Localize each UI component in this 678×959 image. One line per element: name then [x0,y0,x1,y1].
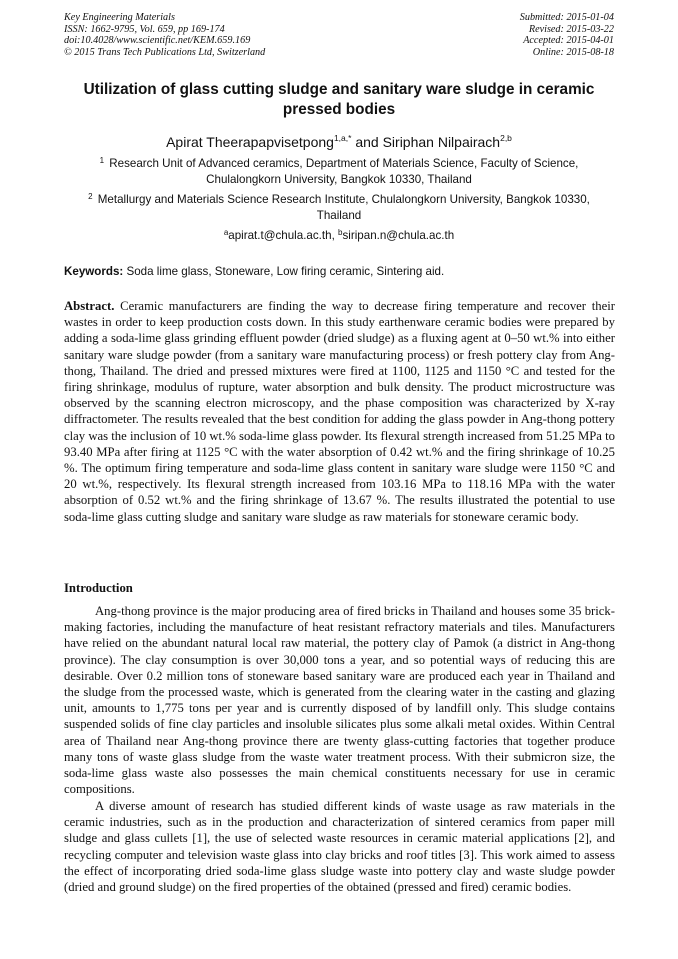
submission-dates [520,12,614,58]
keywords-label: Keywords: [64,265,124,278]
doi-line: doi:10.4028/www.scientific.net/KEM.659.169 [64,35,251,46]
keywords [64,264,624,280]
email-b: siripan.n@chula.ac.th [342,229,455,242]
abstract-label: Abstract. [64,299,115,313]
journal-name: Key Engineering Materials [64,12,175,23]
issn-line: ISSN: 1662-9795, Vol. 659, pp 169-174 [64,23,225,35]
abstract [64,298,615,525]
introduction-paragraph-2: A diverse amount of research has studied different kinds of waste usage as raw materials in the ceramic industries, such as in the production and characterization of sintered ceramics from paper mill sludge and glass cullets [1], the use of selected waste resources in ceramic material applications [2], and recycling computer and television waste glass into clay bricks and roof titles [3]. This work aimed to assess the effect of incorporating dried soda-lime glass sludge waste into pottery clay and waste sludge powder (dried and ground sludge) on the fired properties of the obtained (pressed and fired) ceramic bodies. [64,799,615,895]
author-1: Apirat Theerapapvisetpong [166,134,334,150]
email-a: apirat.t@chula.ac.th [228,229,332,242]
email-a-mark: a [223,228,229,237]
submitted-date: Submitted: 2015-01-04 [519,12,614,23]
copyright-line: © 2015 Trans Tech Publications Ltd, Switzerland [64,46,266,58]
abstract-text: Ceramic manufacturers are finding the way to decrease firing temperature and recover their wastes in order to keep production costs down. In this study earthenware ceramic bodies were prepared by adding a soda-lime glass grinding effluent powder (dried sludge) as a fluxing agent at 0–50 wt.% into either sanitary ware sludge powder (from a sanitary ware manufacturing process) or fresh pottery clay from Ang-thong, Thailand. The dried and pressed mixtures were fired at 1100, 1125 and 1150 °C and tested for the firing shrinkage, modulus of rupture, water absorption and bulk density. The product microstructure was observed by the scanning electron microscopy, and the phase composition was characterized by X-ray diffractometer. The results revealed that the best condition for adding the glass powder in Ang-thong pottery clay was the inclusion of 10 wt.% soda-lime glass powder. Its flexural strength increased from 51.25 MPa to 93.40 MPa after firing at 1125 °C with the water absorption of 0.42 wt.% and the firing shrinkage of 10.25 %. The optimum firing temperature and soda-lime glass content in sanitary ware sludge were 1150 °C and 20 wt.%, respectively. Its flexural strength increased from 103.16 MPa to 118.16 MPa with the water absorption of 0.52 wt.% and the firing shrinkage of 13.67 %. The results illustrated the potential to use soda-lime glass cutting sludge and sanitary ware sludge as raw materials for stoneware ceramic body. [64,299,615,524]
affiliation-2-mark: 2 [88,192,93,201]
author-2-marks: 2,b [500,133,512,143]
email-line [70,228,608,244]
email-b-mark: b [338,228,343,237]
affiliation-1 [70,156,608,188]
keywords-text: Soda lime glass, Stoneware, Low firing ceramic, Sintering aid. [123,265,445,278]
email-separator: , [331,229,339,242]
affiliation-2 [70,192,608,224]
author-2: Siriphan Nilpairach [382,134,501,150]
introduction-paragraph-1: Ang-thong province is the major producing area of fired bricks in Thailand and houses some 35 brick-making factories, including the manufacture of heat resistant refractory materials and tiles. Manufacturers have relied on the abundant natural local raw material, the pottery clay of Pamok (a district in Ang-thong province). The clay consumption is over 30,000 tons a year, and so potential ways of reducing this are desirable. Over 0.2 million tons of stoneware based sanitary ware are produced each year in Thailand and the sludge from the processed waste, which is generated from the clearing water in the casting and glazing unit, amounts to 1,775 tons per year and is currently disposed of by landfill only. This sludge contains suspended solids of fine clay particles and insoluble silicates plus some alkali metal oxides. Within Central area of Thailand near Ang-thong province there are twenty glass-cutting factories that together produce many tons of waste glass sludge from the waste water treatment process. With their submicron size, the soda-lime glass waste also possesses the main chemical constituents necessary for use in ceramic compositions. [64,604,615,797]
author-line [60,133,618,151]
affiliation-1-mark: 1 [99,156,105,165]
affiliation-1-text: Research Unit of Advanced ceramics, Department of Materials Science, Faculty of Science, Chulalongkorn University, Bangkok 10330, Thailand [109,157,579,186]
introduction-heading: Introduction [64,581,133,595]
author-joiner: and [351,134,383,150]
accepted-date: Accepted: 2015-04-01 [523,35,614,46]
paper-title: Utilization of glass cutting sludge and sanitary ware sludge in ceramic pressed bodies [83,81,595,118]
online-date: Online: 2015-08-18 [532,46,614,58]
affiliation-2-text: Metallurgy and Materials Science Research Institute, Chulalongkorn University, Bangkok 10330, Thailand [97,193,590,222]
journal-info [64,12,265,58]
author-1-marks: 1,a,* [333,133,352,143]
revised-date: Revised: 2015-03-22 [528,23,614,35]
